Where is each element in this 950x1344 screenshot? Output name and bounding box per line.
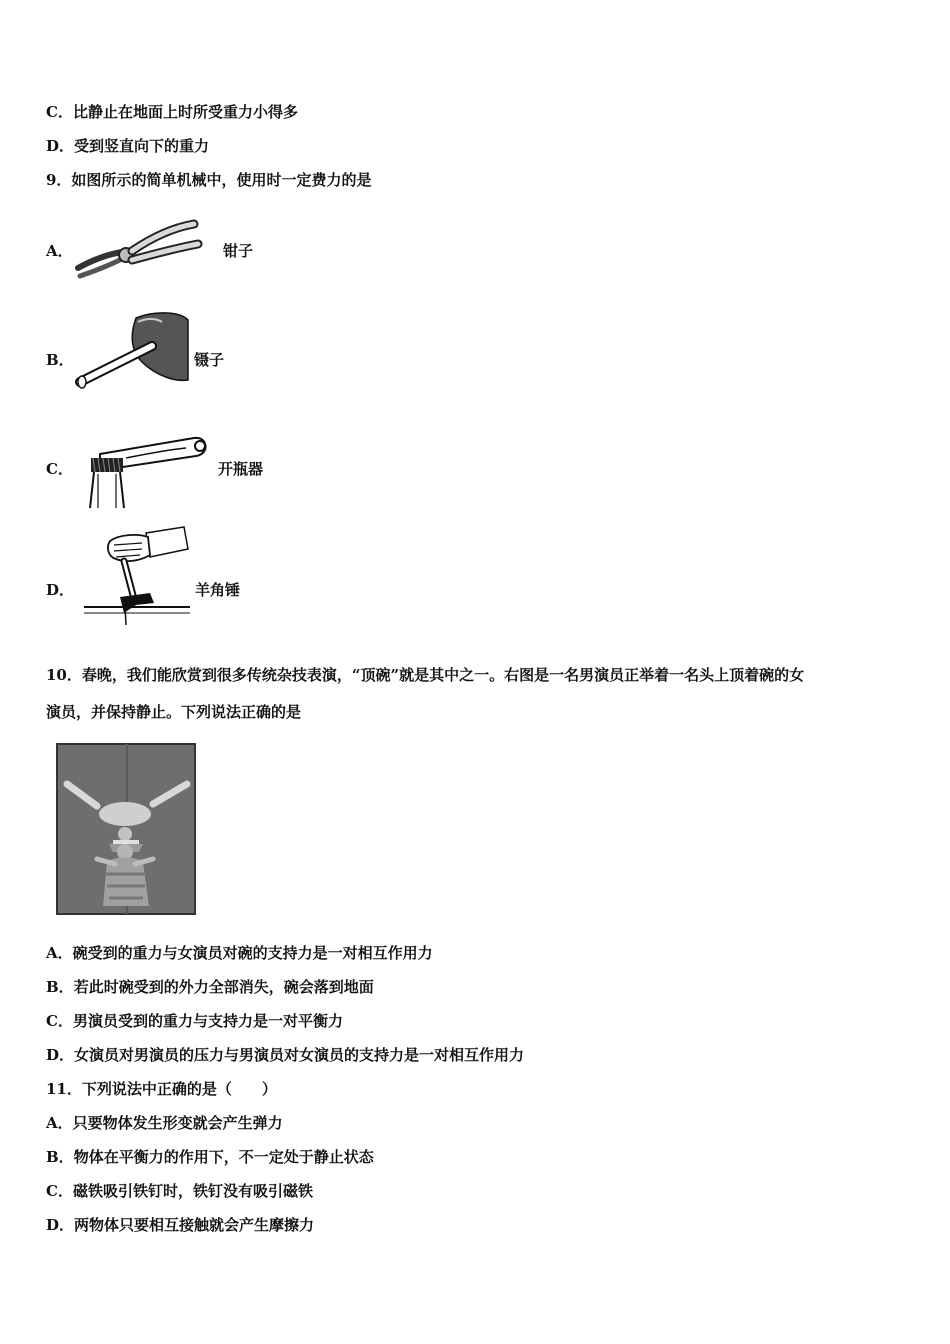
option-letter: B．	[46, 1148, 74, 1166]
option-label: 钳子	[223, 242, 254, 260]
tweezers-icon	[76, 310, 191, 392]
option-text: 女演员对男演员的压力与男演员对女演员的支持力是一对相互作用力	[74, 1046, 525, 1064]
option-letter: C．	[46, 103, 73, 121]
option-c	[46, 102, 298, 122]
claw-hammer-icon	[84, 527, 194, 627]
question-10-stem-line1: 10．春晚，我们能欣赏到很多传统杂技表演，“顶碗”就是其中之一。右图是一名男演员正举着一名头上顶着碗的女	[46, 666, 805, 684]
question-9-stem: 9．如图所示的简单机械中，使用时一定费力的是	[46, 171, 372, 189]
acrobat-photo	[57, 744, 195, 914]
option-letter: A．	[46, 242, 73, 260]
option-letter: C．	[46, 460, 73, 478]
option-text: 受到竖直向下的重力	[74, 137, 210, 155]
option-text: 两物体只要相互接触就会产生摩擦力	[74, 1216, 315, 1234]
option-letter: A．	[46, 1114, 73, 1132]
option-label: 镊子	[194, 351, 225, 369]
option-label: 羊角锤	[195, 581, 241, 599]
q10-option-b[interactable]	[46, 977, 374, 997]
option-letter: C．	[46, 1012, 73, 1030]
pliers-icon	[76, 218, 201, 280]
option-label: 开瓶器	[218, 460, 264, 478]
option-text: 磁铁吸引铁钉时，铁钉没有吸引磁铁	[72, 1182, 313, 1200]
q11-option-b[interactable]	[46, 1147, 374, 1167]
q10-option-a[interactable]	[46, 943, 433, 963]
q10-option-c[interactable]	[46, 1011, 343, 1031]
option-text: 比静止在地面上时所受重力小得多	[72, 103, 298, 121]
question-11-stem: 11．下列说法中正确的是（ ）	[46, 1080, 277, 1098]
option-letter: D．	[46, 1216, 75, 1234]
option-text: 只要物体发生形变就会产生弹力	[72, 1114, 283, 1132]
option-d	[46, 136, 209, 156]
option-letter: D．	[46, 137, 75, 155]
option-letter: D．	[46, 1046, 75, 1064]
option-letter: C．	[46, 1182, 73, 1200]
option-letter: A．	[46, 944, 73, 962]
q11-option-d[interactable]	[46, 1215, 314, 1235]
bottle-opener-icon	[86, 436, 211, 510]
option-text: 物体在平衡力的作用下，不一定处于静止状态	[73, 1148, 374, 1166]
q11-option-a[interactable]	[46, 1113, 283, 1133]
option-letter: B．	[46, 351, 74, 369]
option-letter: B．	[46, 978, 74, 996]
q11-option-c[interactable]	[46, 1181, 313, 1201]
option-letter: D．	[46, 581, 75, 599]
option-text: 碗受到的重力与女演员对碗的支持力是一对相互作用力	[72, 944, 433, 962]
option-text: 若此时碗受到的外力全部消失，碗会落到地面	[73, 978, 374, 996]
option-text: 男演员受到的重力与支持力是一对平衡力	[72, 1012, 343, 1030]
q10-option-d[interactable]	[46, 1045, 524, 1065]
question-10-stem-line2: 演员，并保持静止。下列说法正确的是	[46, 703, 302, 721]
